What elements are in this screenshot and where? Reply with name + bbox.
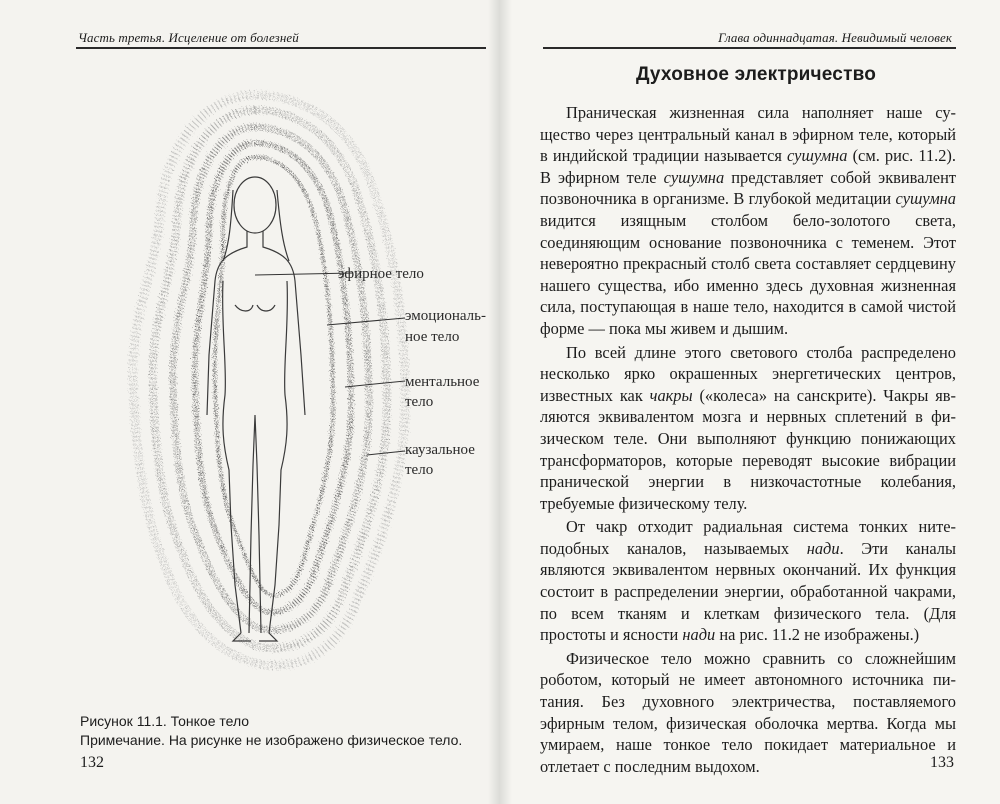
right-header-rule (543, 47, 956, 49)
label-emotional-body-line2: ное тело (405, 329, 460, 345)
causal-aura (153, 110, 387, 648)
paragraph-2: По всей длине этого светового столба распределено несколько ярко окрашенных энергетических центров, известных как чакры («колеса» на санскрите). Чакры являются эквивалентом мозга и нервных сплетений в физическом теле. Они выполняют функцию понижающих трансформаторов, которые переводят высокие вибрации пранической энергии в низкочастотные колебания, требуемые физическому телу. (540, 342, 956, 513)
right-running-head: Глава одиннадцатая. Невидимый человек (718, 30, 952, 45)
right-page-number: 133 (930, 754, 954, 771)
label-mental-body-line2: тело (405, 394, 434, 410)
label-causal-body-line1: каузальное (405, 442, 475, 458)
label-mental-body-line1: ментальное (405, 374, 480, 390)
emotional-aura (195, 143, 351, 612)
left-page-number: 132 (80, 754, 104, 771)
left-header-rule (76, 47, 486, 49)
subtle-body-figure (105, 85, 500, 715)
caption-title: Рисунок 11.1. Тонкое тело (80, 713, 250, 729)
aura-illustration (105, 85, 500, 715)
body-text (540, 102, 956, 779)
left-running-head: Часть третья. Исцеление от болезней (78, 30, 299, 45)
mental-aura (173, 127, 369, 630)
figure-caption (80, 712, 490, 750)
paragraph-3: От чакр отходит радиальная система тонких нитеподобных каналов, называемых нади. Эти каналы являются эквивалентом нервных окончаний. Их функция состоит в распределении энергии, обработанной чакрами, по всем тканям и клеткам физического тела. (Для простоты и ясности нади на рис. 11.2 не изображены.) (540, 517, 956, 645)
section-heading: Духовное электричество (635, 64, 877, 85)
label-emotional-body-line1: эмоциональ- (405, 308, 486, 324)
caption-note: Примечание. На рисунке не изображено физическое тело. (80, 732, 463, 748)
paragraph-4: Физическое тело можно сравнить со сложнейшим роботом, который не имеет автономного источника питания. Без духовного электричества, поставляемого эфирным телом, физическая оболочка мертва. Когда мы умираем, наше тонкое тело покидает материальное и отлетает с последним выдохом. (540, 648, 956, 776)
etheric-aura (215, 157, 333, 595)
right-page (500, 0, 1000, 804)
book-gutter (488, 0, 512, 804)
label-etheric-body: эфирное тело (338, 266, 424, 282)
causal-aura-outer (133, 95, 405, 666)
paragraph-1: Праническая жизненная сила наполняет наше существо через центральный канал в эфирном теле, который в индийской традиции называется сушумна (см. рис. 11.2). В эфирном теле сушумна представляет собой эквивалент позвоночника в организме. В глубокой медитации сушумна видится изящным столбом бело-золотого света, соединяющим основание позвоночника с теменем. Этот невероятно прекрасный столб света составляет сердцевину нашего существа, ибо именно здесь духовная жизненная сила, поступающая в наше тело, находится в самой чистой форме — пока мы живем и дышим. (540, 103, 956, 338)
label-causal-body-line2: тело (405, 462, 434, 478)
